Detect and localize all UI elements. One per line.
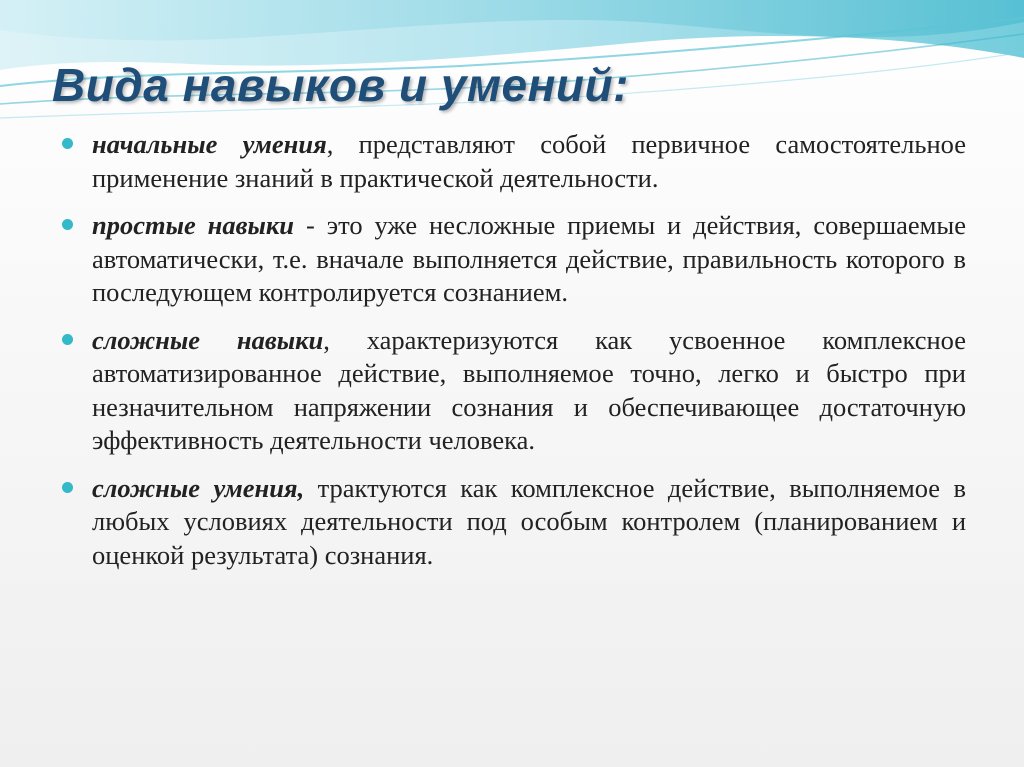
term-label: сложные умения, bbox=[92, 472, 305, 503]
item-text: - это уже несложные приемы и действия, совершаемые автоматически, т.е. вначале выполняется действие, правильность которого в последующем контролируется сознанием. bbox=[92, 210, 966, 307]
term-label: начальные умения bbox=[92, 129, 327, 159]
list-item bbox=[62, 209, 966, 310]
item-text: , представляют собой первичное самостоятельное применение знаний в практической деятельности. bbox=[92, 129, 966, 193]
item-text: трактуются как комплексное действие, выполняемое в любых условиях деятельности под особым контролем (планированием и оценкой результата) сознания. bbox=[92, 472, 966, 570]
term-label: сложные навыки bbox=[92, 324, 324, 355]
bullet-list bbox=[62, 128, 966, 586]
slide-title: Вида навыков и умений: bbox=[52, 59, 629, 111]
bullet-icon bbox=[62, 138, 73, 149]
bullet-icon bbox=[62, 482, 73, 493]
term-label: простые навыки bbox=[92, 210, 295, 240]
item-text: , характеризуются как усвоенное комплексное автоматизированное действие, выполняемое точно, легко и быстро при незначительном напряжении сознания и обеспечивающее достаточную эффективность деятельности человека. bbox=[92, 324, 967, 455]
bullet-icon bbox=[62, 334, 73, 345]
list-item bbox=[62, 472, 966, 573]
list-item bbox=[62, 324, 966, 458]
bullet-icon bbox=[62, 219, 73, 230]
list-item bbox=[62, 128, 966, 195]
